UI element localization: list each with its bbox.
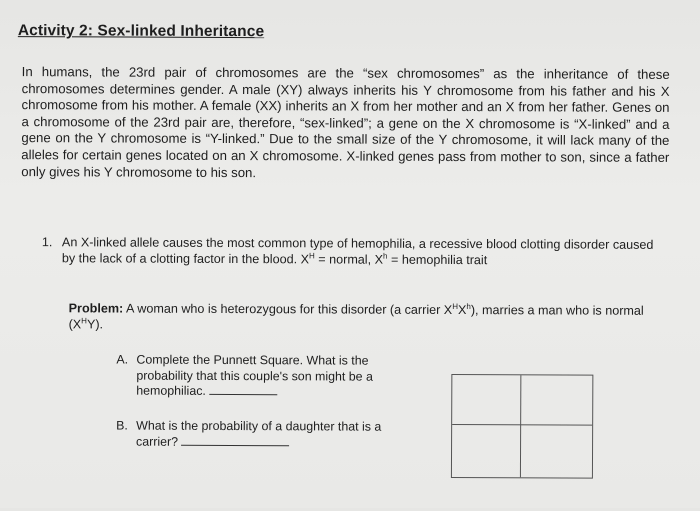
punnett-cell[interactable] bbox=[521, 425, 591, 476]
part-b-text: What is the probability of a daughter that is a carrier? bbox=[136, 418, 382, 449]
punnett-cell[interactable] bbox=[521, 375, 591, 424]
activity-title: Activity 2: Sex-linked Inheritance bbox=[17, 22, 265, 41]
part-a-label: A. bbox=[116, 352, 129, 367]
part-a-answer-blank[interactable] bbox=[209, 384, 277, 395]
punnett-square bbox=[451, 374, 593, 479]
problem-label: Problem: bbox=[68, 301, 124, 316]
part-b-answer-blank[interactable] bbox=[182, 434, 290, 445]
allele-normal-sup: H bbox=[308, 251, 315, 261]
punnett-cell[interactable] bbox=[452, 375, 520, 424]
problem-statement: Problem: A woman who is heterozygous for this disorder (a carrier $X^HX^h$), marries a man who is normal $(X^HY)$. bbox=[68, 301, 644, 332]
part-b-label: B. bbox=[116, 418, 128, 433]
question-1-text: An X-linked allele causes the most common type of hemophilia, a recessive blood clotting disorder caused by the lack of a clotting factor in the blood. $X^H$ = normal, $X^h$ = hemophilia trait bbox=[61, 235, 654, 268]
question-number: 1. bbox=[41, 235, 53, 250]
part-b bbox=[116, 419, 406, 451]
part-a bbox=[116, 353, 406, 401]
allele-hemophilia-sup: h bbox=[383, 251, 388, 261]
punnett-cell[interactable] bbox=[452, 425, 520, 476]
part-a-text: Complete the Punnett Square. What is the probability that this couple's son might be a hemophiliac. bbox=[136, 352, 373, 398]
intro-paragraph: In humans, the 23rd pair of chromosomes are the “sex chromosomes” as the inheritance of these chromosomes determines gender. A male (XY) always inherits his Y chromosome from his father and his X chromosome from his mother. A female (XX) inherits an X from her mother and an X from her father. Genes on a chromosome of the 23rd pair are, therefore, “sex-linked”; a gene on the X chromosome is “X-linked” and a gene on the Y chromosome is “Y-linked.” Due to the small size of the Y chromosome, it will lack many of the alleles for certain genes located on an X chromosome. X-linked genes pass from mother to son, since a father only gives his Y chromosome to his son. bbox=[21, 64, 670, 180]
question-1 bbox=[42, 234, 662, 269]
